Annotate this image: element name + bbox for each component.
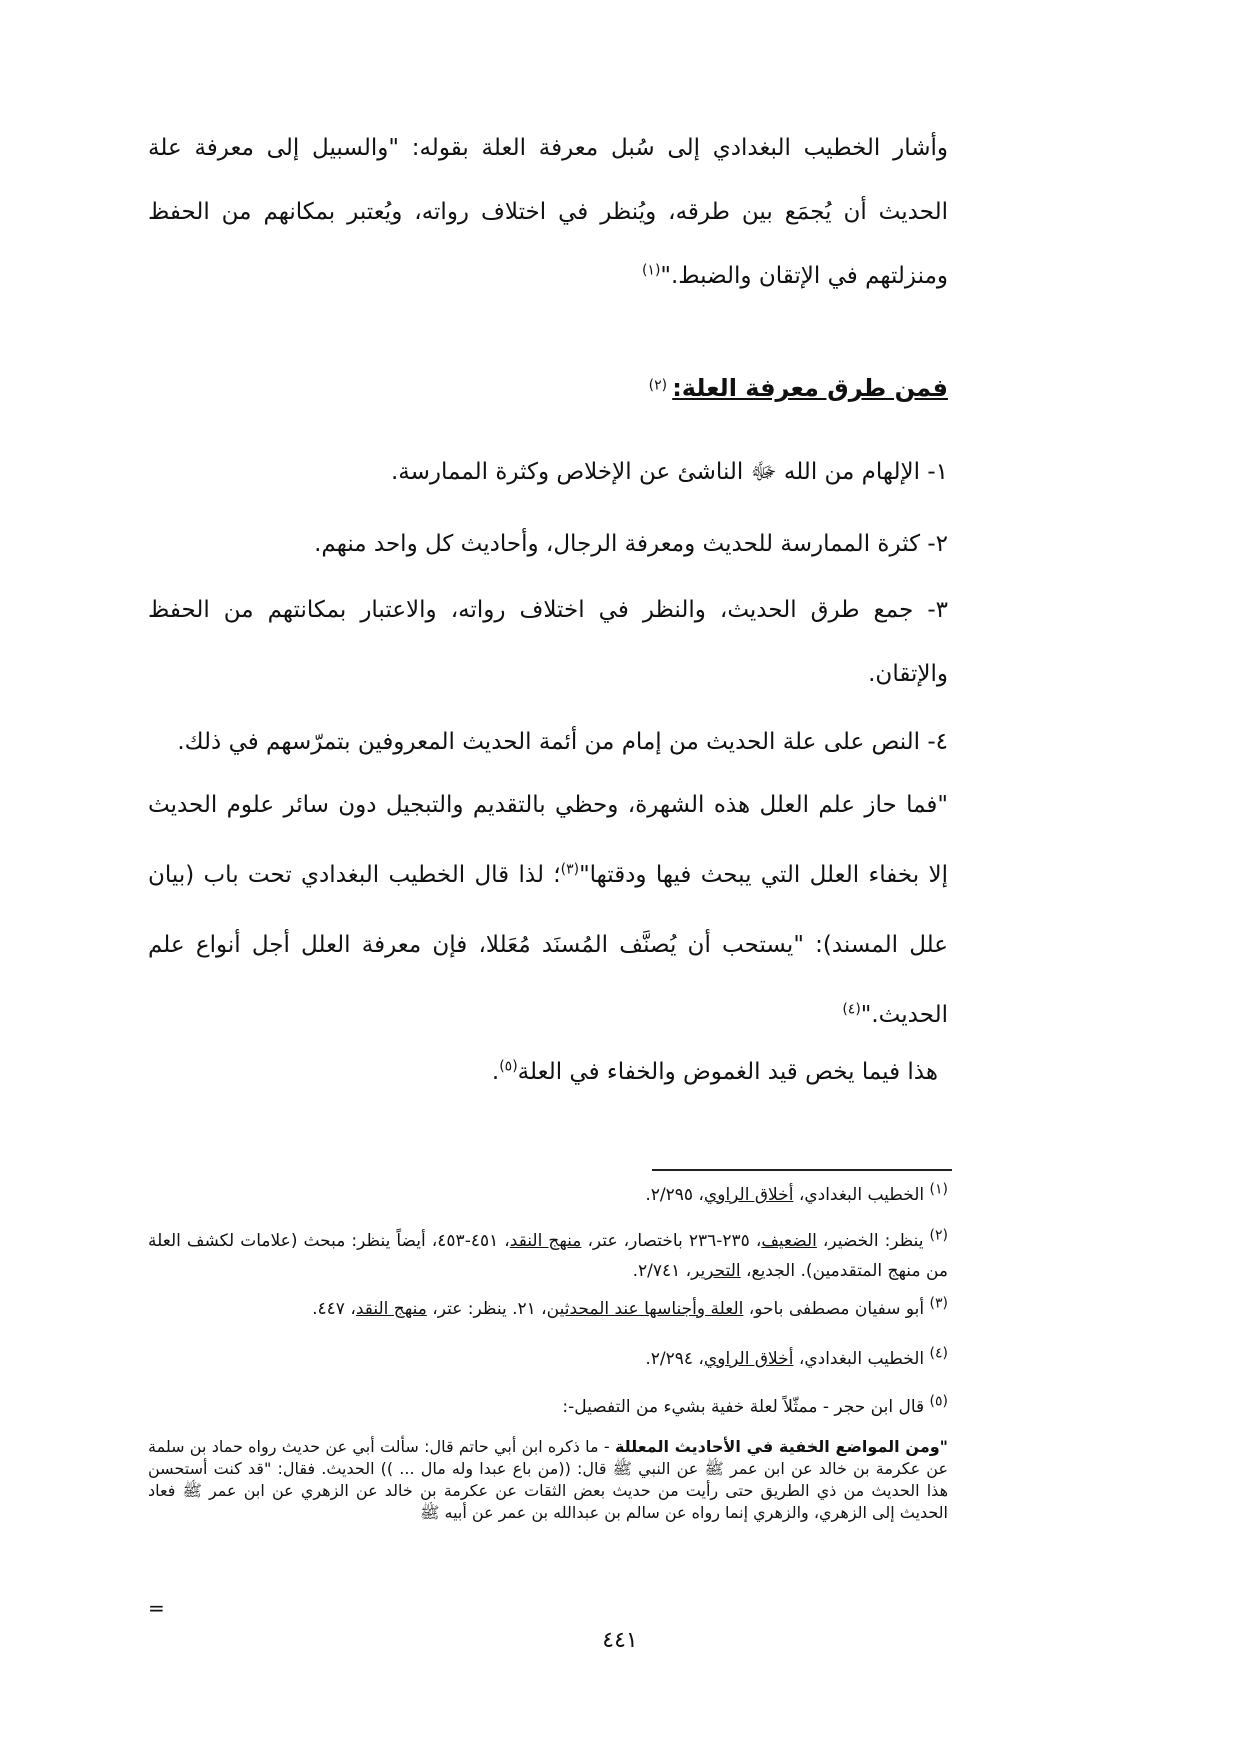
list-item-4: [148, 710, 948, 774]
footnote-4-title: أخلاق الراوي: [703, 1349, 794, 1369]
list-item-4-text: ٤- النص على علة الحديث من إمام من أئمة الحديث المعروفين بتمرّسهم في ذلك.: [177, 729, 948, 755]
list-item-3: [148, 578, 948, 706]
footnote-1-pre: الخطيب البغدادي،: [793, 1185, 925, 1205]
footnote-2-title-3: التحرير: [691, 1261, 741, 1281]
footnote-5-quote: [148, 1436, 948, 1524]
paragraph-ilal: [148, 770, 948, 1050]
footnote-ref-2[interactable]: (٢): [648, 377, 668, 394]
footnote-3-mid: ، ٢١. ينظر: عتر،: [426, 1299, 547, 1319]
paragraph-ilal-part-2: ؛ لذا قال الخطيب البغدادي تحت باب (بيان علل المسند): "يستحب أن يُصنَّف المُسنَد مُعَللا، فإن معرفة العلل أجل أنواع علم الحديث.": [148, 862, 948, 1028]
footnote-5-quote-rest: - ما ذكره ابن أبي حاتم قال: سألت أبي عن حديث رواه حماد بن سلمة عن عكرمة بن خالد عن ابن عمر ﷺ عن النبي ﷺ قال: ((من باع عبدا وله مال ... )) الحديث. فقال: "قد كنت أستحسن هذا الحديث من ذي الطريق حتى رأيت من حديث بعض الثقات عن عكرمة بن خالد عن الزهري عن ابن عمر ﷺ فعاد الحديث إلى الزهري، والزهري إنما رواه عن سالم بن عبدالله بن عمر عن أبيه ﷺ: [148, 1437, 948, 1522]
paragraph-intro: [148, 116, 948, 308]
page-number: ٤٤١: [602, 1628, 638, 1653]
paragraph-summary-text: هذا فيما يخص قيد الغموض والخفاء في العلة: [517, 1059, 938, 1085]
footnote-3-title-1: العلة وأجناسها عند المحدثين: [546, 1299, 744, 1319]
footnote-ref-5[interactable]: (٥): [499, 1058, 518, 1075]
footnote-4-pre: الخطيب البغدادي،: [793, 1349, 925, 1369]
section-heading: [649, 368, 948, 411]
footnote-ref-4[interactable]: (٤): [842, 1001, 861, 1018]
footnote-3-title-2: منهج النقد: [355, 1299, 427, 1319]
paragraph-summary: [148, 1040, 938, 1104]
continuation-mark: =: [148, 1596, 165, 1620]
list-item-1: [148, 440, 948, 504]
footnote-5-intro: قال ابن حجر - ممثّلاً لعلة خفية بشيء من التفصيل-:: [562, 1397, 925, 1417]
list-item-2: [148, 512, 948, 576]
footnote-2-title-1: الضعيف: [761, 1231, 817, 1251]
footnote-1-title: أخلاق الراوي: [703, 1185, 794, 1205]
footnote-1-post: ، ٢/٢٩٥.: [645, 1185, 704, 1205]
footnote-ref-1[interactable]: (١): [641, 262, 661, 279]
footnote-3-post: ، ٤٤٧.: [312, 1299, 356, 1319]
paragraph-ilal-part-1: "فما حاز علم العلل هذه الشهرة، وحظي بالتقديم والتبجيل دون سائر علوم الحديث إلا بخفاء العلل التي يبحث فيها ودقتها": [148, 792, 948, 888]
footnote-3-number: (٣): [929, 1295, 948, 1312]
footnote-2-post: ، ٢/٧٤١.: [632, 1261, 692, 1281]
footnote-2-mid-2: ، ٤٥١-٤٥٣، أيضاً ينظر: مبحث (علامات لكشف العلة من منهج المتقدمين). الجديع،: [148, 1231, 948, 1281]
footnote-separator: [652, 1169, 952, 1171]
footnote-2-pre: ينظر: الخضير،: [816, 1231, 924, 1251]
list-item-1-text: ١- الإلهام من الله ﷻ الناشئ عن الإخلاص وكثرة الممارسة.: [391, 459, 948, 485]
footnote-2-number: (٢): [929, 1227, 949, 1244]
footnote-5-number: (٥): [929, 1393, 948, 1410]
footnote-3-pre: أبو سفيان مصطفى باحو،: [743, 1299, 925, 1319]
section-heading-text: فمن طرق معرفة العلة:: [672, 374, 948, 402]
list-item-2-text: ٢- كثرة الممارسة للحديث ومعرفة الرجال، وأحاديث كل واحد منهم.: [314, 531, 948, 557]
list-item-3-text: ٣- جمع طرق الحديث، والنظر في اختلاف رواته، والاعتبار بمكانتهم من الحفظ والإتقان.: [148, 597, 948, 687]
paragraph-intro-text: وأشار الخطيب البغدادي إلى سُبل معرفة العلة بقوله: "والسبيل إلى معرفة علة الحديث أن يُجمَع بين طرقه، ويُنظر في اختلاف رواته، ويُعتبر بمكانهم من الحفظ ومنزلتهم في الإتقان والضبط.": [148, 135, 948, 289]
paragraph-summary-end: .: [491, 1059, 500, 1085]
footnote-2: [148, 1226, 948, 1286]
footnote-1: [148, 1180, 948, 1210]
footnote-2-mid-1: ، ٢٣٥-٢٣٦ باختصار، عتر،: [581, 1231, 762, 1251]
footnote-5: [148, 1392, 948, 1422]
footnote-4-post: ، ٢/٢٩٤.: [645, 1349, 704, 1369]
footnote-5-quote-bold: "ومن المواضع الخفية في الأحاديث المعللة: [614, 1437, 949, 1456]
footnote-ref-3[interactable]: (٣): [560, 861, 580, 878]
footnote-3: [148, 1294, 948, 1324]
footnote-4-number: (٤): [929, 1345, 948, 1362]
footnote-2-title-2: منهج النقد: [509, 1231, 582, 1251]
footnote-4: [148, 1344, 948, 1374]
footnote-1-number: (١): [929, 1181, 948, 1198]
